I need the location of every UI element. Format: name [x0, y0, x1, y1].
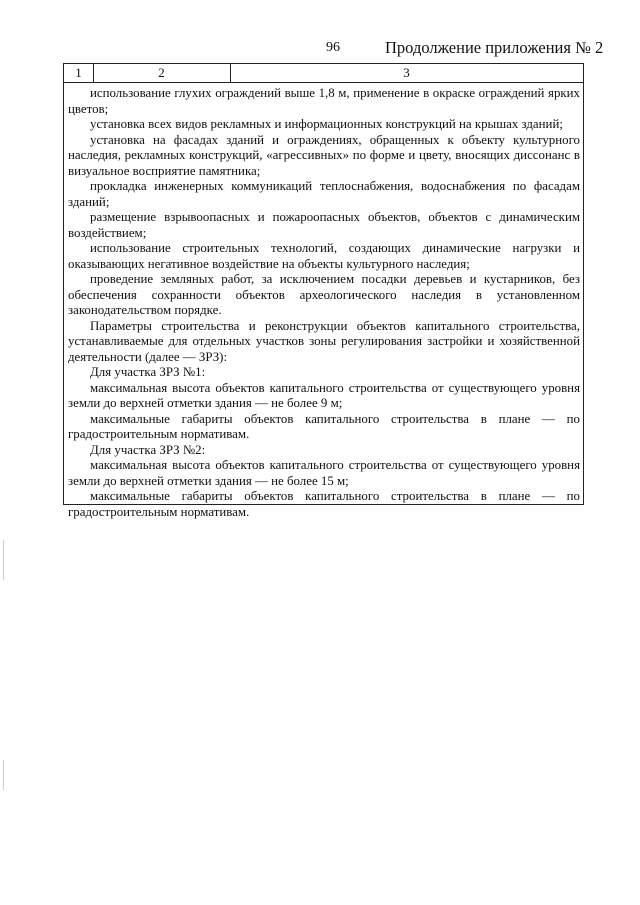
column-header-2: 2: [93, 64, 231, 82]
table-header-row: [64, 64, 583, 83]
column-header-1: 1: [64, 64, 94, 82]
paragraph: максимальная высота объектов капитального строительства от существующего уровня земли до верхней отметки здания — не более 15 м;: [68, 458, 580, 488]
paragraph: использование глухих ограждений выше 1,8 м, применение в окраске ограждений ярких цветов;: [68, 86, 580, 116]
paragraph: максимальные габариты объектов капитального строительства в плане — по градостроительным нормативам.: [68, 411, 580, 441]
paragraph: проведение земляных работ, за исключением посадки деревьев и кустарников, без обеспечения сохранности объектов археологического наследия в установленном законодательством порядке.: [68, 272, 580, 317]
page-number: 96: [326, 40, 340, 55]
scan-edge-mark: [3, 760, 4, 790]
table-body-cell: [64, 83, 583, 520]
paragraph: Для участка ЗРЗ №2:: [90, 442, 206, 457]
paragraph: прокладка инженерных коммуникаций теплоснабжения, водоснабжения по фасадам зданий;: [68, 179, 580, 209]
annex-title: Продолжение приложения № 2: [385, 38, 604, 57]
paragraph: размещение взрывоопасных и пожароопасных объектов, объектов с динамическим воздействием;: [68, 210, 580, 240]
paragraph: максимальные габариты объектов капитального строительства в плане — по градостроительным нормативам.: [68, 489, 580, 519]
scan-edge-mark: [3, 540, 4, 580]
paragraph: установка всех видов рекламных и информационных конструкций на крышах зданий;: [90, 117, 563, 131]
paragraph: Для участка ЗРЗ №1:: [90, 365, 206, 379]
content-table: [63, 63, 584, 519]
paragraph: использование строительных технологий, создающих динамические нагрузки и оказывающих негативное воздействие на объекты культурного наследия;: [68, 241, 580, 271]
paragraph: установка на фасадах зданий и ограждениях, обращенных к объекту культурного наследия, рекламных конструкций, «агрессивных» по форме и цвету, вносящих диссонанс в визуальное восприятие памятника;: [68, 132, 580, 178]
paragraph: максимальная высота объектов капитального строительства от существующего уровня земли до верхней отметки здания — не более 9 м;: [68, 380, 580, 410]
column-header-3: 3: [403, 65, 410, 80]
paragraph: Параметры строительства и реконструкции объектов капитального строительства, устанавливаемые для отдельных участков зоны регулирования застройки и хозяйственной деятельности (далее — ЗРЗ):: [68, 318, 580, 364]
